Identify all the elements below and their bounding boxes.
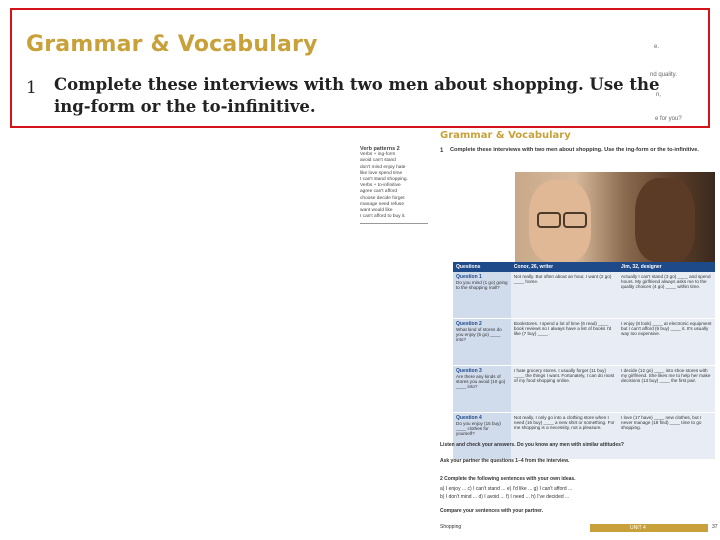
conor-answer: Not really. I only go into a clothing store when I need (16 buy) ____ a new shirt or something. For me shopping is a necessity, not a pleasure. [511, 413, 618, 460]
book-page [340, 128, 718, 540]
conor-answer: I hate grocery stores. I usually forget (11 buy) ____ the things I want. Fortunately, I can do most of my food shopping online. [511, 366, 618, 413]
cut-text: e for you? [655, 116, 682, 122]
second-man-figure [635, 178, 695, 262]
question-title: Question 4 [456, 415, 482, 421]
sidebar-line: like love spend time [360, 170, 403, 176]
page-number: 37 [712, 524, 718, 530]
column-header: Questions [453, 262, 511, 272]
conor-answer: Bookstores. I spend a lot of time (6 read) ____ book reviews so I always have a list of books I'd like (7 buy) ____ . [511, 319, 618, 366]
question-title: Question 3 [456, 368, 482, 374]
sidebar-line: avoid can't stand [360, 158, 396, 164]
footer-unit: UNIT 4 [630, 525, 646, 531]
question-text: What kind of stores do you enjoy (5 go) ____ into? [456, 327, 502, 342]
sidebar-line: I can't stand shopping. [360, 177, 408, 183]
jim-answer: I decide (12 go) ____ into shoe stores with my girlfriend. She likes me to help her make decisions (13 buy) ____ the first pair. [618, 366, 715, 413]
jim-answer: I love (17 have) ____ new clothes, but I never manage (18 find) ____ time to go shopping. [618, 413, 715, 460]
question-title: Question 2 [456, 321, 482, 327]
cut-text: e. [654, 44, 660, 50]
sentence-starters: b) I don't mind ... d) I avoid ... f) I need ... h) I've decided ... [440, 494, 570, 500]
cut-text: n, [656, 92, 662, 98]
section-heading: Grammar & Vocabulary [26, 32, 318, 57]
ask-instruction: Ask your partner the questions 1–4 from the interview. [440, 458, 570, 464]
sidebar-line: Verbs + ing-form [360, 152, 396, 158]
question-title: Question 1 [456, 274, 482, 280]
sidebar-title: Verb patterns 2 [360, 146, 400, 152]
interview-table [453, 262, 715, 460]
exercise-number: 1 [26, 78, 37, 98]
column-header: Jim, 32, designer [618, 262, 715, 272]
jim-answer: I enjoy (8 look) ____ at electronic equipment but I can't afford (9 buy) ____ it. It's usually way too expensive. [618, 319, 715, 366]
sidebar-line: choose decide forget [360, 195, 405, 201]
sidebar-line: Verbs + to-infinitive [360, 183, 401, 189]
sidebar-line: don't mind enjoy hate [360, 164, 406, 170]
sidebar-line: agree can't afford [360, 189, 398, 195]
zoomed-excerpt [10, 8, 710, 128]
sidebar-line: want would like [360, 208, 393, 214]
table-row [453, 366, 715, 413]
grammar-sidebar [360, 146, 428, 224]
table-row [453, 413, 715, 460]
page-exercise-number: 1 [440, 148, 444, 154]
glasses-lens [563, 212, 587, 228]
footer-bar [590, 524, 708, 532]
jim-answer: Actually I can't stand (3 go) ____ and spend hours. My girlfriend always asks me to the quality choices (4 go) ____ within time. [618, 272, 715, 319]
column-header: Conor, 26, writer [511, 262, 618, 272]
cut-text: nd quality. [650, 72, 677, 78]
question-text: Are there any kinds of stores you avoid (10 go) ____ into? [456, 374, 506, 389]
table-row [453, 272, 715, 319]
table-row [453, 319, 715, 366]
man-with-glasses-figure [529, 180, 591, 262]
exercise-instruction: Complete these interviews with two men about shopping. Use the ing-form or the to-infinitive. [54, 75, 660, 116]
listen-instruction: Listen and check your answers. Do you know any men with similar attitudes? [440, 442, 624, 448]
sidebar-line: manage need refuse [360, 201, 405, 207]
question-text: Do you mind (1 go) going to the shopping mall? [456, 280, 508, 290]
question-text: Do you enjoy (15 buy) ____ clothes for yourself? [456, 421, 501, 436]
interviewees-photo [515, 172, 715, 262]
page-instruction: Complete these interviews with two men about shopping. Use the ing-form or the to-infinitive. [450, 147, 699, 153]
page-footer [440, 524, 718, 534]
footer-section: Shopping [440, 524, 462, 530]
exercise-2-instruction: 2 Complete the following sentences with your own ideas. [440, 476, 576, 482]
conor-answer: Not really. But often about an hour, I want (2 go) ____ home. [511, 272, 618, 319]
compare-instruction: Compare your sentences with your partner. [440, 508, 544, 514]
page-heading: Grammar & Vocabulary [440, 130, 571, 141]
sidebar-line: I can't afford to buy it. [360, 214, 406, 220]
glasses-lens [537, 212, 561, 228]
sentence-starters: a) I enjoy ... c) I can't stand ... e) I'd like ... g) I can't afford ... [440, 486, 573, 492]
